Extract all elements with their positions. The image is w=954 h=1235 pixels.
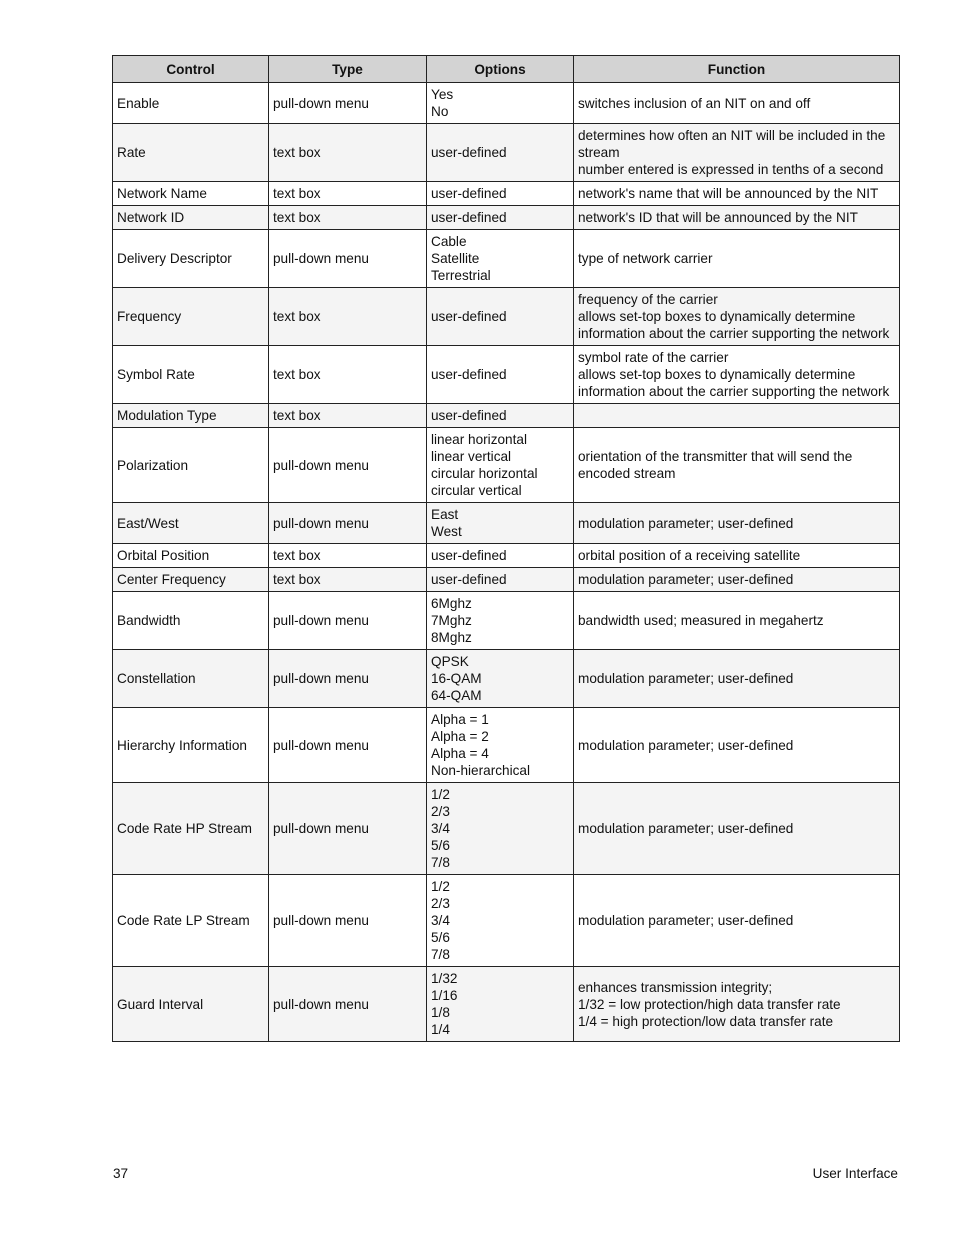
function-cell-line: modulation parameter; user-defined	[578, 515, 794, 531]
table-row	[113, 83, 900, 124]
options-cell-line: circular horizontal	[431, 466, 538, 481]
function-cell-line: network's ID that will be announced by the NIT	[578, 210, 858, 225]
type-cell: pull-down menu	[269, 783, 427, 875]
type-cell: pull-down menu	[269, 230, 427, 288]
options-cell	[427, 124, 574, 182]
options-cell-line: 3/4	[431, 821, 450, 836]
options-cell	[427, 346, 574, 404]
options-cell	[427, 83, 574, 124]
type-cell: pull-down menu	[269, 708, 427, 783]
function-cell	[574, 592, 900, 650]
function-cell-line: modulation parameter; user-defined	[578, 913, 794, 928]
options-cell	[427, 875, 574, 967]
options-cell-line: 5/6	[431, 930, 450, 945]
function-cell	[574, 83, 900, 124]
function-cell-line: switches inclusion of an NIT on and off	[578, 95, 811, 111]
function-cell-line: frequency of the carrier	[578, 292, 718, 307]
type-cell: text box	[269, 544, 427, 568]
function-cell-line: 1/32 = low protection/high data transfer rate	[578, 996, 841, 1012]
table-row	[113, 875, 900, 967]
options-cell-line: user-defined	[431, 210, 507, 225]
control-cell: Frequency	[113, 288, 269, 346]
table-row	[113, 124, 900, 182]
options-cell-line: Satellite	[431, 251, 480, 266]
options-cell-line: No	[431, 104, 449, 119]
function-cell	[574, 230, 900, 288]
options-cell-line: user-defined	[431, 145, 507, 160]
options-cell-line: user-defined	[431, 408, 507, 423]
options-cell-line: Alpha = 2	[431, 729, 489, 744]
function-cell	[574, 346, 900, 404]
table-row	[113, 206, 900, 230]
function-cell	[574, 544, 900, 568]
options-cell-line: 2/3	[431, 804, 450, 819]
options-cell-line: user-defined	[431, 186, 507, 201]
options-cell-line: user-defined	[431, 367, 507, 382]
options-cell-line: Non-hierarchical	[431, 763, 530, 778]
function-cell	[574, 875, 900, 967]
page-number: 37	[113, 1166, 129, 1181]
options-cell-line: East	[431, 507, 459, 522]
options-cell-line: Terrestrial	[431, 268, 491, 283]
control-cell: Hierarchy Information	[113, 708, 269, 783]
function-cell	[574, 708, 900, 783]
options-cell-line: 7/8	[431, 947, 450, 962]
options-cell-line: linear horizontal	[431, 432, 527, 447]
header-type: Type	[269, 56, 427, 83]
function-cell-line: type of network carrier	[578, 251, 713, 266]
function-cell	[574, 124, 900, 182]
options-cell-line: 7/8	[431, 855, 450, 870]
options-cell-line: QPSK	[431, 654, 469, 669]
table-body	[113, 83, 900, 1042]
function-cell-line: allows set-top boxes to dynamically determine information about the carrier supporting the network	[578, 367, 890, 399]
options-cell	[427, 230, 574, 288]
options-cell-line: 1/2	[431, 787, 450, 802]
control-cell: Symbol Rate	[113, 346, 269, 404]
options-cell-line: Alpha = 1	[431, 712, 489, 727]
control-cell: Modulation Type	[113, 404, 269, 428]
function-cell	[574, 503, 900, 544]
options-cell	[427, 967, 574, 1042]
type-cell: text box	[269, 124, 427, 182]
function-cell-line: symbol rate of the carrier	[578, 350, 729, 365]
table-row	[113, 428, 900, 503]
table-row	[113, 650, 900, 708]
options-cell-line: 6Mghz	[431, 596, 472, 611]
options-cell	[427, 503, 574, 544]
options-cell	[427, 650, 574, 708]
options-cell	[427, 544, 574, 568]
table-row	[113, 230, 900, 288]
options-cell-line: Cable	[431, 234, 467, 249]
function-cell-line: allows set-top boxes to dynamically determine information about the carrier supporting the network	[578, 309, 890, 341]
control-cell: Orbital Position	[113, 544, 269, 568]
function-cell-line: enhances transmission integrity;	[578, 979, 773, 995]
control-cell: Bandwidth	[113, 592, 269, 650]
control-cell: Polarization	[113, 428, 269, 503]
options-cell	[427, 428, 574, 503]
control-cell: Code Rate HP Stream	[113, 783, 269, 875]
table-row	[113, 182, 900, 206]
function-cell	[574, 568, 900, 592]
options-cell	[427, 182, 574, 206]
options-cell	[427, 592, 574, 650]
options-cell-line: 8Mghz	[431, 630, 472, 645]
function-cell	[574, 428, 900, 503]
options-cell-line: 1/8	[431, 1005, 450, 1020]
options-cell-line: Yes	[431, 87, 454, 102]
control-cell: Center Frequency	[113, 568, 269, 592]
options-cell-line: Alpha = 4	[431, 746, 489, 761]
options-cell-line: 64-QAM	[431, 688, 482, 703]
function-cell-line: 1/4 = high protection/low data transfer rate	[578, 1013, 834, 1029]
control-cell: East/West	[113, 503, 269, 544]
control-cell: Code Rate LP Stream	[113, 875, 269, 967]
control-cell: Enable	[113, 83, 269, 124]
options-cell-line: user-defined	[431, 548, 507, 563]
type-cell: pull-down menu	[269, 967, 427, 1042]
control-cell: Rate	[113, 124, 269, 182]
function-cell	[574, 404, 900, 428]
function-cell-line: modulation parameter; user-defined	[578, 572, 794, 587]
function-cell-line: network's name that will be announced by the NIT	[578, 186, 879, 201]
type-cell: text box	[269, 346, 427, 404]
options-cell-line: 1/16	[431, 988, 458, 1003]
function-cell-line: bandwidth used; measured in megahertz	[578, 613, 824, 628]
options-cell	[427, 288, 574, 346]
options-cell-line: 2/3	[431, 896, 450, 911]
table-row	[113, 783, 900, 875]
options-cell-line: 5/6	[431, 838, 450, 853]
type-cell: text box	[269, 568, 427, 592]
function-cell	[574, 182, 900, 206]
options-cell	[427, 404, 574, 428]
table-row	[113, 346, 900, 404]
options-cell-line: 16-QAM	[431, 671, 482, 686]
options-cell-line: 3/4	[431, 913, 450, 928]
control-cell: Constellation	[113, 650, 269, 708]
table-row	[113, 967, 900, 1042]
table-row	[113, 592, 900, 650]
controls-table	[112, 55, 900, 1042]
type-cell: text box	[269, 404, 427, 428]
header-control: Control	[113, 56, 269, 83]
table-row	[113, 288, 900, 346]
table-row	[113, 708, 900, 783]
control-cell: Network Name	[113, 182, 269, 206]
function-cell	[574, 288, 900, 346]
options-cell	[427, 783, 574, 875]
options-cell-line: user-defined	[431, 572, 507, 587]
function-cell	[574, 783, 900, 875]
options-cell	[427, 206, 574, 230]
function-cell-line: number entered is expressed in tenths of a second	[578, 162, 884, 177]
table-row	[113, 544, 900, 568]
options-cell-line: 1/32	[431, 971, 458, 986]
function-cell-line: modulation parameter; user-defined	[578, 737, 794, 753]
function-cell-line: orbital position of a receiving satellite	[578, 548, 801, 563]
type-cell: text box	[269, 206, 427, 230]
options-cell-line: 7Mghz	[431, 613, 472, 628]
header-options: Options	[427, 56, 574, 83]
control-cell: Network ID	[113, 206, 269, 230]
function-cell	[574, 967, 900, 1042]
options-cell-line: 1/2	[431, 879, 450, 894]
function-cell-line: determines how often an NIT will be included in the stream	[578, 128, 886, 160]
options-cell-line: linear vertical	[431, 449, 512, 464]
type-cell: text box	[269, 288, 427, 346]
section-title: User Interface	[812, 1166, 898, 1181]
function-cell	[574, 650, 900, 708]
function-cell-line: modulation parameter; user-defined	[578, 821, 794, 836]
table-header-row	[113, 56, 900, 83]
type-cell: pull-down menu	[269, 83, 427, 124]
type-cell: pull-down menu	[269, 592, 427, 650]
type-cell: pull-down menu	[269, 875, 427, 967]
type-cell: pull-down menu	[269, 428, 427, 503]
options-cell	[427, 568, 574, 592]
control-cell: Delivery Descriptor	[113, 230, 269, 288]
function-cell-line: modulation parameter; user-defined	[578, 671, 794, 686]
table-row	[113, 404, 900, 428]
function-cell-line: orientation of the transmitter that will send the encoded stream	[578, 449, 853, 481]
table-row	[113, 503, 900, 544]
options-cell-line: 1/4	[431, 1022, 450, 1037]
options-cell-line: user-defined	[431, 309, 507, 324]
options-cell	[427, 708, 574, 783]
options-cell-line: circular vertical	[431, 483, 522, 498]
type-cell: pull-down menu	[269, 503, 427, 544]
header-function: Function	[574, 56, 900, 83]
control-cell: Guard Interval	[113, 967, 269, 1042]
type-cell: pull-down menu	[269, 650, 427, 708]
table-row	[113, 568, 900, 592]
function-cell	[574, 206, 900, 230]
options-cell-line: West	[431, 524, 462, 539]
type-cell: text box	[269, 182, 427, 206]
